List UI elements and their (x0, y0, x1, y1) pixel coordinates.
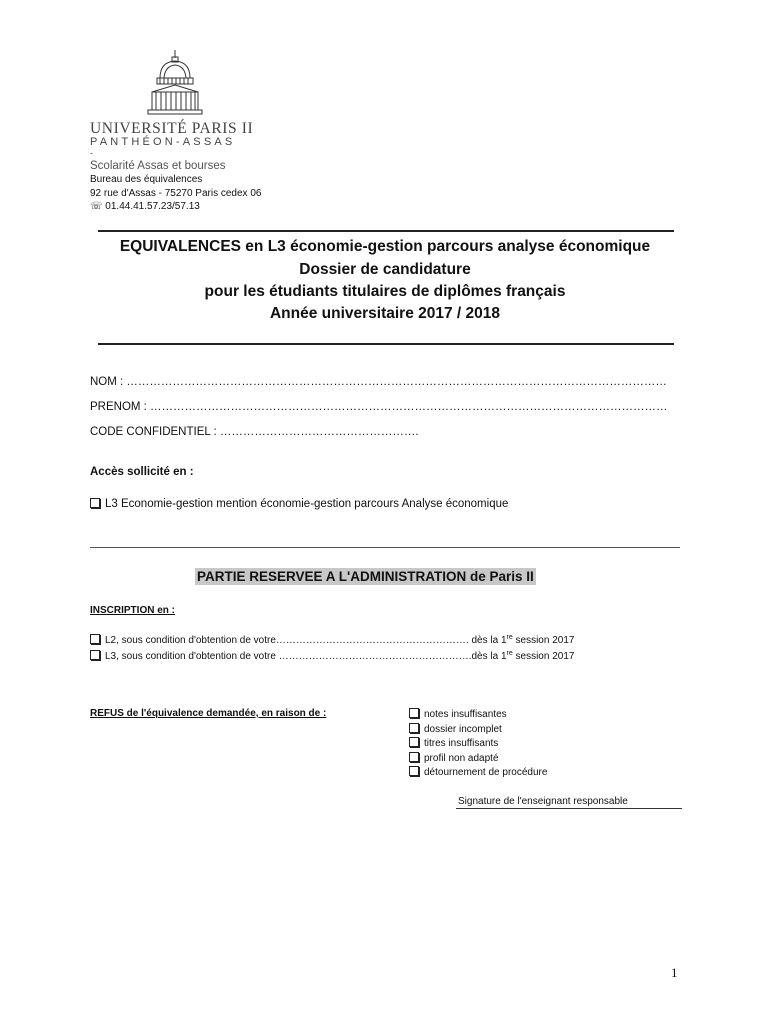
admin-section-title: PARTIE RESERVEE A L'ADMINISTRATION de Paris II (197, 569, 534, 584)
refus-checkbox[interactable] (409, 766, 419, 776)
refus-option-label: notes insuffisantes (424, 709, 507, 720)
refus-option[interactable] (409, 752, 499, 764)
service-name: Scolarité Assas et bourses (90, 160, 226, 172)
refus-option[interactable] (409, 723, 502, 735)
document-audience: pour les étudiants titulaires de diplômes français (204, 283, 566, 300)
document-title: EQUIVALENCES en L3 économie-gestion parcours analyse économique (119, 238, 651, 255)
refus-option-label: profil non adapté (424, 753, 499, 764)
academic-year: Année universitaire 2017 / 2018 (269, 305, 501, 322)
l3-checkbox[interactable] (90, 650, 100, 660)
phone-icon: ☏ (90, 201, 103, 212)
l2-text: L2, sous condition d'obtention de votre…………………………………………………. dès la 1 (105, 635, 507, 646)
document-subtitle: Dossier de candidature (299, 261, 471, 278)
refus-option[interactable] (409, 737, 498, 749)
inscription-l3-option[interactable] (90, 650, 574, 662)
pantheon-dome-icon (140, 48, 210, 116)
section-divider (90, 547, 680, 548)
university-subtitle: PANTHÉON-ASSAS (90, 136, 236, 148)
inscription-l2-option[interactable] (90, 634, 574, 646)
l3-sup: re (506, 650, 513, 657)
l3-end: session 2017 (512, 651, 575, 662)
refus-checkbox[interactable] (409, 723, 419, 733)
l2-sup: re (506, 634, 513, 641)
refus-label: REFUS de l'équivalence demandée, en raison de : (90, 708, 327, 719)
title-rule-top (98, 230, 674, 232)
refus-checkbox[interactable] (409, 737, 419, 747)
l3-text: L3, sous condition d'obtention de votre ………………………………………………….dès la 1 (105, 651, 507, 662)
acces-label: Accès sollicité en : (90, 466, 194, 478)
refus-option-label: détournement de procédure (424, 767, 548, 778)
title-rule-bottom (98, 343, 674, 345)
acces-option[interactable] (90, 498, 508, 510)
logo-dash: - (90, 148, 93, 158)
refus-option[interactable] (409, 708, 507, 720)
code-confidentiel-field[interactable]: CODE CONFIDENTIEL : ……………………………………………. (90, 426, 419, 438)
acces-checkbox[interactable] (90, 498, 100, 508)
l2-end: session 2017 (512, 635, 575, 646)
office-name: Bureau des équivalences (90, 174, 203, 185)
page-number: 1 (671, 965, 678, 980)
refus-checkbox[interactable] (409, 708, 419, 718)
nom-field[interactable]: NOM : …………………………………………………………………………………………………………………………… (90, 376, 667, 388)
inscription-label: INSCRIPTION en : (90, 605, 176, 616)
office-address: 92 rue d'Assas - 75270 Paris cedex 06 (90, 188, 262, 199)
phone-number: 01.44.41.57.23/57.13 (105, 201, 200, 212)
refus-checkbox[interactable] (409, 752, 419, 762)
office-phone (90, 201, 200, 212)
l2-checkbox[interactable] (90, 634, 100, 644)
acces-option-label: L3 Economie-gestion mention économie-gestion parcours Analyse économique (105, 498, 509, 510)
refus-option-label: titres insuffisants (424, 738, 499, 749)
refus-option-label: dossier incomplet (424, 724, 502, 735)
signature-line: Signature de l'enseignant responsable (456, 796, 682, 809)
prenom-field[interactable]: PRENOM : ……………………………………………………………………………………………………………………… (90, 401, 668, 413)
refus-option[interactable] (409, 766, 547, 778)
university-name: UNIVERSITÉ PARIS II (90, 120, 254, 137)
